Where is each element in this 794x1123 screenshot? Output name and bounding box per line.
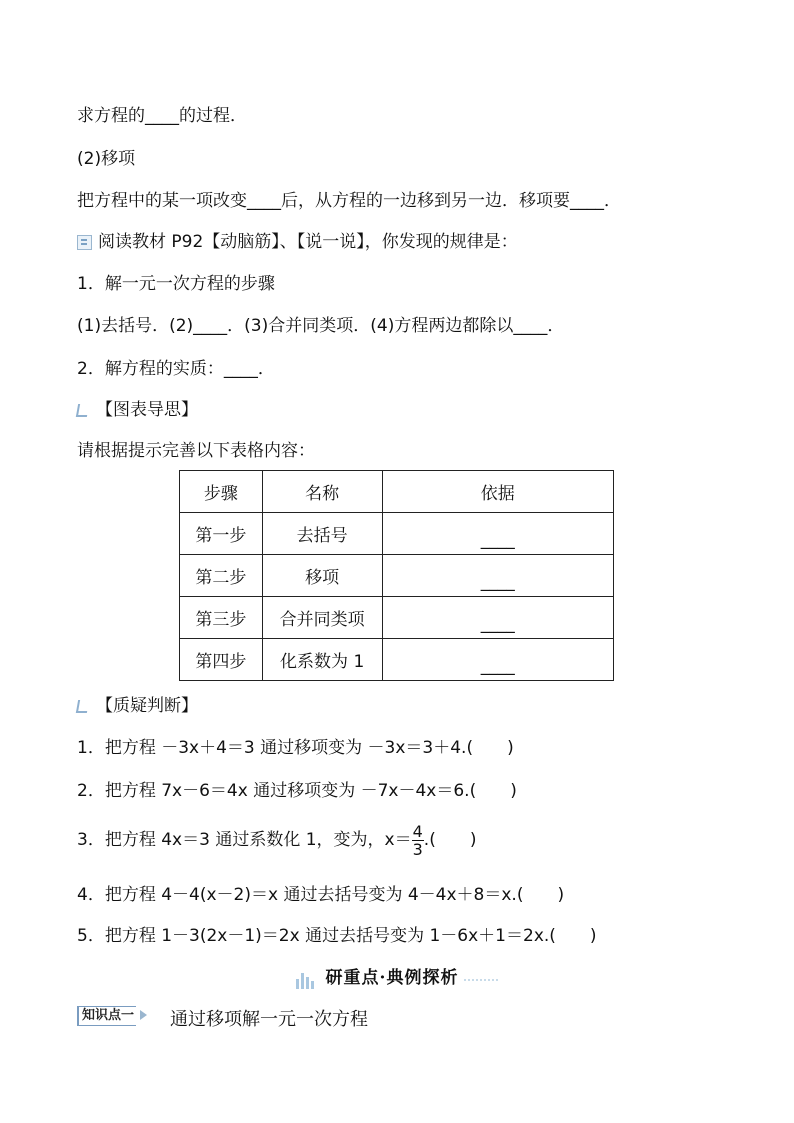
- q3-suffix: .( ): [423, 830, 477, 850]
- cell-step: 第三步: [180, 597, 263, 639]
- read-section-text: 阅读教材 P92【动脑筋】、【说一说】，你发现的规律是：: [98, 232, 518, 252]
- cell-basis: [382, 597, 613, 639]
- section-banner-text: 研重点·典例探析: [325, 968, 459, 988]
- steps-title: 1．解一元一次方程的步骤: [77, 274, 275, 294]
- cell-step: 第四步: [180, 639, 263, 681]
- basis-blank: ____: [480, 529, 515, 550]
- table-row: [180, 555, 614, 597]
- cell-step: 第一步: [180, 513, 263, 555]
- basis-blank: ____: [480, 571, 515, 592]
- chart-guide-instruction: 请根据提示完善以下表格内容：: [77, 441, 315, 461]
- cell-basis: [382, 513, 613, 555]
- steps-table: [179, 470, 614, 681]
- judge-question-2: 2．把方程 7x－6＝4x 通过移项变为 －7x－4x＝6.( ): [77, 781, 517, 801]
- judge-heading: [77, 694, 198, 718]
- header-step: 步骤: [180, 471, 263, 513]
- cell-step: 第二步: [180, 555, 263, 597]
- essence-line: 2．解方程的实质：____．: [77, 359, 275, 379]
- basis-blank: ____: [480, 655, 515, 676]
- section-banner: [0, 963, 794, 989]
- judge-heading-text: 【质疑判断】: [96, 696, 198, 716]
- fraction-numerator: 4: [412, 821, 423, 841]
- header-name: 名称: [262, 471, 382, 513]
- read-section-icon: [77, 235, 92, 250]
- judge-question-3: [77, 818, 476, 862]
- q3-prefix: 3．把方程 4x＝3 通过系数化 1，变为，x＝: [77, 830, 412, 850]
- steps-list: (1)去括号．(2)____．(3)合并同类项．(4)方程两边都除以____．: [77, 316, 565, 336]
- judge-question-1: 1．把方程 －3x＋4＝3 通过移项变为 －3x＝3＋4.( ): [77, 738, 514, 758]
- fraction: [412, 823, 424, 858]
- pen-icon: [76, 700, 89, 713]
- cell-basis: [382, 639, 613, 681]
- table-row: [180, 513, 614, 555]
- knowledge-point-tag: 知识点一: [77, 1006, 136, 1026]
- table-row: [180, 597, 614, 639]
- banner-dots-decoration: [464, 977, 498, 981]
- knowledge-point-title: 通过移项解一元一次方程: [170, 1009, 368, 1030]
- judge-question-4: 4．把方程 4－4(x－2)＝x 通过去括号变为 4－4x＋8＝x.( ): [77, 885, 565, 905]
- line-transposition-def: 把方程中的某一项改变____后，从方程的一边移到另一边．移项要____．: [77, 191, 621, 211]
- header-basis: 依据: [382, 471, 613, 513]
- table-header-row: [180, 471, 614, 513]
- cell-name: 去括号: [262, 513, 382, 555]
- banner-bars-icon: [296, 969, 316, 989]
- cell-basis: [382, 555, 613, 597]
- read-section-line: [77, 230, 518, 254]
- heading-transposition: (2)移项: [77, 149, 136, 169]
- cell-name: 移项: [262, 555, 382, 597]
- basis-blank: ____: [480, 613, 515, 634]
- chart-guide-heading: [77, 398, 198, 422]
- table-row: [180, 639, 614, 681]
- cell-name: 合并同类项: [262, 597, 382, 639]
- fraction-denominator: 3: [412, 839, 423, 859]
- pen-icon: [76, 404, 89, 417]
- cell-name: 化系数为 1: [262, 639, 382, 681]
- judge-question-5: 5．把方程 1－3(2x－1)＝2x 通过去括号变为 1－6x＋1＝2x.( ): [77, 926, 597, 946]
- line-intro-1: 求方程的____的过程．: [77, 106, 247, 126]
- chart-guide-heading-text: 【图表导思】: [96, 400, 198, 420]
- arrow-right-icon: [140, 1010, 147, 1020]
